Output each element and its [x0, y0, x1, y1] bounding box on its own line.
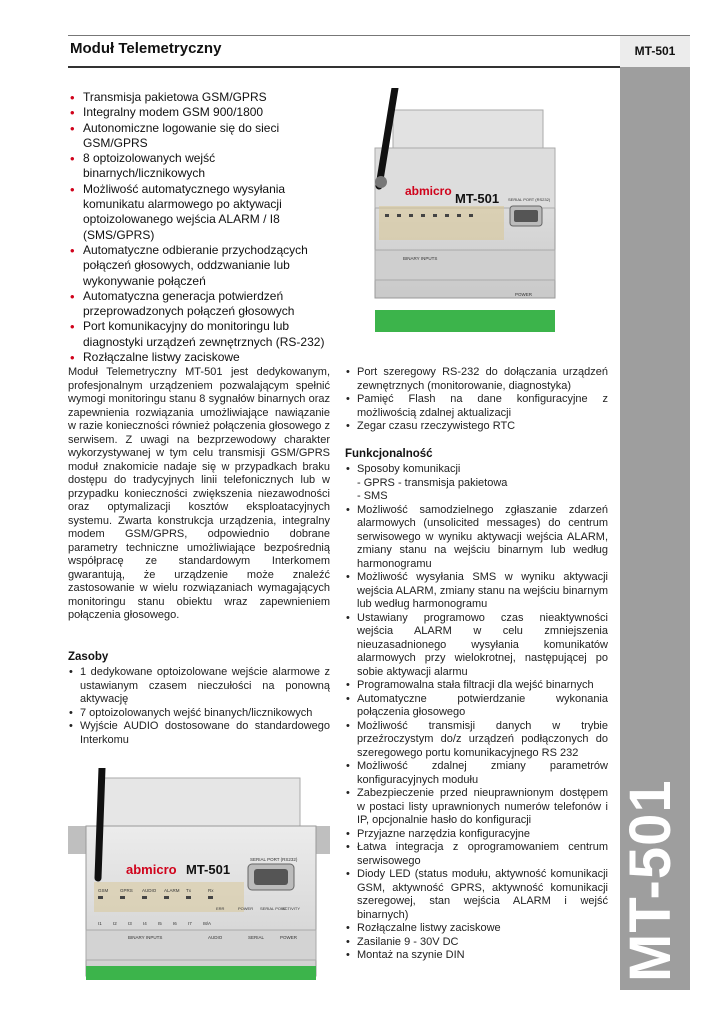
serial-port-caption-2: SERIAL PORT (RS232) [250, 857, 298, 862]
function-item: • Zabezpieczenie przed nieuprawnionym dostępem w postaci listy uprawnionych numerów telefonów i IP, opcjonalnie hasło do konfiguracji [345, 787, 608, 828]
resource-item: • 7 optoizolowanych wejść binanych/licznikowych [68, 707, 330, 721]
feature-item: • Możliwość automatycznego wysyłania komunikatu alarmowego po aktywacji optoizolowanego wejścia ALARM / I8 (SMS/GPRS) [68, 182, 338, 243]
function-item: • Programowalna stała filtracji dla wejść binarnych [345, 679, 608, 693]
binary-inputs-caption-2: BINARY INPUTS [128, 935, 163, 940]
feature-item: • Autonomiczne logowanie się do sieci GSM/GPRS [68, 121, 338, 152]
product-code-badge: MT-501 [620, 36, 690, 67]
resource-item: • Pamięć Flash na dane konfiguracyjne z możliwością zdalnej aktualizacji [345, 393, 608, 420]
led-label: Rx [208, 888, 214, 893]
functionality-section [345, 448, 608, 963]
device-model: MT-501 [455, 191, 500, 206]
resource-item: • Zegar czasu rzeczywistego RTC [345, 420, 608, 434]
function-item: • Diody LED (status modułu, aktywność komunikacji GSM, aktywność GPRS, aktywność komunikacji szeregowej, stan wejścia ALARM i wejść binarnych) [345, 868, 608, 922]
status-led [186, 896, 191, 899]
function-item: • Możliwość zdalnej zmiany parametrów konfiguracyjnych modułu [345, 760, 608, 787]
feature-item: • Transmisja pakietowa GSM/GPRS [68, 90, 338, 105]
led-label: ALARM [164, 888, 180, 893]
device-model-2: MT-501 [186, 862, 231, 877]
resource-item: • 1 dedykowane optoizolowane wejście alarmowe z ustawianym czasem nieczułości na ponowną aktywację [68, 666, 330, 707]
input-label: I8/A [203, 921, 212, 926]
status-led [120, 896, 125, 899]
serial-caption: SERIAL [248, 935, 265, 940]
header-rule [68, 66, 620, 68]
input-label: I2 [113, 921, 117, 926]
led-label: Tx [186, 888, 191, 893]
resource-item: • Wyjście AUDIO dostosowane do standardowego Interkomu [68, 720, 330, 747]
function-item: • Sposoby komunikacji [345, 463, 608, 477]
function-item: • Rozłączalne listwy zaciskowe [345, 922, 608, 936]
function-item: • Możliwość wysyłania SMS w wyniku aktywacji wejścia ALARM, zmiany stanu na wejściu binarnym lub według harmonogramu [345, 571, 608, 612]
feature-list [68, 90, 338, 365]
led-label: GPRS [120, 888, 133, 893]
feature-item: • Port komunikacyjny do monitoringu lub diagnostyki urządzeń zewnętrznych (RS-232) [68, 319, 338, 350]
right-column [345, 366, 608, 963]
status-caption: SERIAL PORT [260, 906, 287, 911]
feature-item: • 8 optoizolowanych wejść binarnych/licznikowych [68, 151, 338, 182]
resource-item: • Port szeregowy RS-232 do dołączania urządzeń zewnętrznych (monitorowanie, diagnostyka) [345, 366, 608, 393]
function-item: • Montaż na szynie DIN [345, 949, 608, 963]
description-paragraph: Moduł Telemetryczny MT-501 jest dedykowanym, profesjonalnym urządzeniem pozwalającym spełnić wymogi monitoringu stanu 8 sygnałów binarnych oraz zapewnienia rozwiązania umożliwiające nawiązanie w razie konieczności również połączenia głosowego z serwisem. Z uwagi na bezprzewodowy charakter wykorzystywanej w tym celu transmisji GSM/GPRS moduł znakomicie nadaje się w przypadkach braku dostępu do tradycyjnych linii telefonicznych lub w przypadku konieczności zwiększenia niezawodności oraz optymalizacji kosztów eksploatacyjnych systemu. Zwarta konstrukcja urządzenia, integralny modem GSM/GPRS, odpowiednio dobrane parametry techniczne umożliwiające bezpośrednią współpracę ze standardowym Interkomem gwarantują, że urządzenie może znaleźć zastosowanie w wielu rozwiązaniach wymagających monitoringu stanu obiektu wraz zapewnieniem połączenia głosowego. [68, 366, 330, 621]
input-label: I5 [158, 921, 162, 926]
power-caption: POWER [515, 292, 533, 297]
input-label: I3 [128, 921, 132, 926]
function-item: • Automatyczne potwierdzanie wykonania połączenia głosowego [345, 693, 608, 720]
power-caption-2: POWER [280, 935, 298, 940]
function-item: • Przyjazne narzędzia konfiguracyjne [345, 828, 608, 842]
top-rule [68, 35, 690, 36]
audio-caption: AUDIO [208, 935, 223, 940]
led-label: AUDIO [142, 888, 157, 893]
input-label: I4 [143, 921, 147, 926]
serial-port-caption: SERIAL PORT (RS232) [508, 197, 551, 202]
status-led [208, 896, 213, 899]
device-photo-top [365, 88, 565, 340]
led-label: GSM [98, 888, 109, 893]
feature-item: • Rozłączalne listwy zaciskowe [68, 350, 338, 365]
function-item: • Ustawiany programowo czas nieaktywności wejścia ALARM w celu zmniejszenia nieuzasadnionego wysyłania komunikatów alarmowych przy wielokrotnej, następującej po sobie aktywacji alarmu [345, 612, 608, 680]
binary-inputs-caption: BINARY INPUTS [403, 256, 438, 261]
feature-item: • Automatyczne odbieranie przychodzących połączeń głosowych, oddzwanianie lub wykonywanie połączeń [68, 243, 338, 289]
resources-section [68, 651, 330, 748]
function-item: • Możliwość transmisji danych w trybie przeźroczystym do/z urządzeń podłączonych do szeregowego portu komunikacyjnego RS 232 [345, 720, 608, 761]
status-caption: ACTIVITY [282, 906, 301, 911]
feature-item: • Integralny modem GSM 900/1800 [68, 105, 338, 120]
feature-item: • Automatyczna generacja potwierdzeń przeprowadzonych połączeń głosowych [68, 289, 338, 320]
device-photo-bottom [68, 768, 330, 990]
device-brand-2: abmicro [126, 862, 177, 877]
status-led [142, 896, 147, 899]
resources-heading: Zasoby [68, 650, 109, 663]
function-subitem: - SMS [357, 490, 388, 502]
left-column [68, 366, 330, 747]
function-item: • Możliwość samodzielnego zgłaszanie zdarzeń alarmowych (unsolicited messages) do centrum serwisowego w wyniku aktywacji wejścia ALARM, zmiany stanu na wejściu binarnym lub według harmonogramu [345, 504, 608, 572]
input-label: I6 [173, 921, 177, 926]
function-item: • Łatwa integracja z oprogramowaniem centrum serwisowego [345, 841, 608, 868]
vertical-product-label: MT-501 [618, 779, 683, 982]
device-brand: abmicro [405, 184, 452, 198]
status-led [98, 896, 103, 899]
page-title: Moduł Telemetryczny [70, 40, 222, 57]
functionality-heading: Funkcjonalność [345, 447, 433, 460]
function-item: • Zasilanie 9 - 30V DC [345, 936, 608, 950]
status-led [164, 896, 169, 899]
function-subitem: - GPRS - transmisja pakietowa [357, 476, 508, 489]
status-caption: ERR [216, 906, 225, 911]
input-label: I1 [98, 921, 102, 926]
input-label: I7 [188, 921, 192, 926]
status-caption: POWER [238, 906, 254, 911]
